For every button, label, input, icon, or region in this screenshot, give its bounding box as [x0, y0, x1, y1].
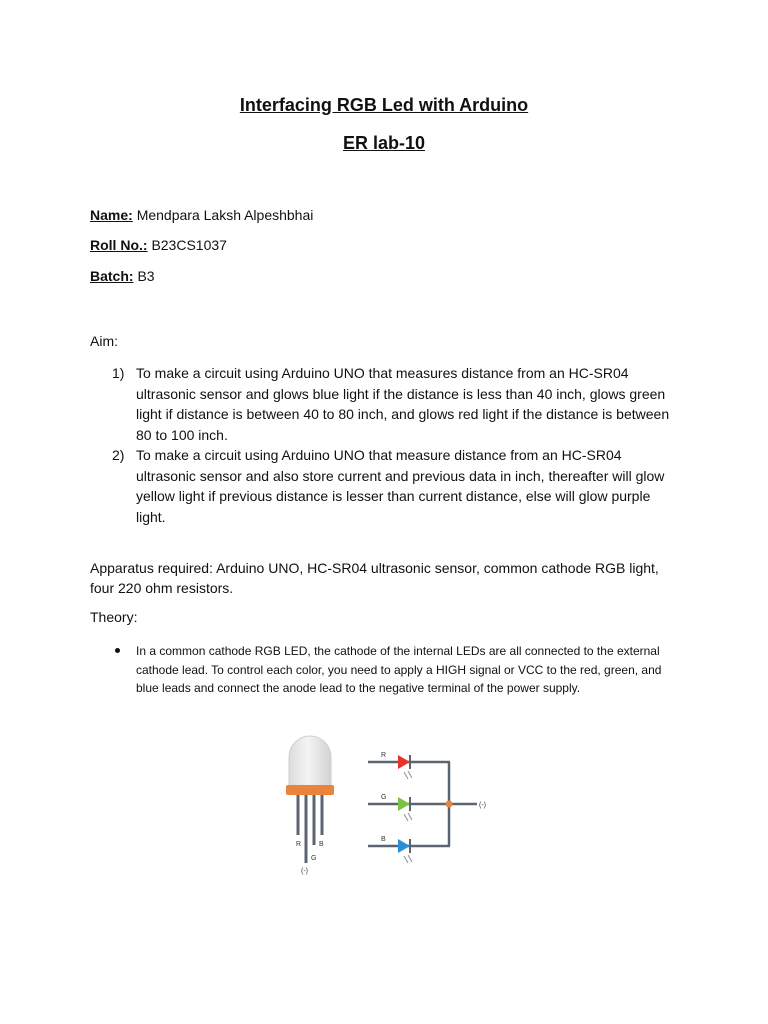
- document-title: Interfacing RGB Led with Arduino: [239, 95, 529, 115]
- led-schematic: [368, 755, 477, 863]
- blue-diode-icon: [398, 839, 412, 863]
- aim-list: [90, 363, 680, 527]
- document-subtitle: ER lab-10: [342, 133, 426, 153]
- aim-item-number: 2): [112, 447, 125, 463]
- batch-label: Batch:: [90, 268, 134, 284]
- aim-heading: Aim:: [90, 333, 118, 349]
- schematic-label-r: R: [381, 752, 387, 759]
- aim-item-text: To make a circuit using Arduino UNO that measure distance from an HC-SR04 ultrasonic sensor and also store current and previous data in inch, thereafter will glow yellow light if previous distance is lesser than current distance, else will glow purple light.: [136, 447, 665, 525]
- aim-item-number: 1): [112, 365, 125, 381]
- schematic-label-b: B: [381, 836, 386, 843]
- lead-label-g: G: [311, 855, 317, 862]
- aim-item: [90, 445, 680, 527]
- lead-label-b: B: [319, 841, 324, 848]
- schematic-label-g: G: [381, 794, 387, 801]
- aim-item: [90, 363, 680, 445]
- roll-value: B23CS1037: [151, 237, 227, 253]
- theory-bullet-text: In a common cathode RGB LED, the cathode of the internal LEDs are all connected to the external cathode lead. To control each color, you need to apply a HIGH signal or VCC to the red, green, and blue leads and connect the anode lead to the negative terminal of the power supply.: [136, 644, 662, 695]
- name-field: [90, 207, 313, 223]
- aim-item-text: To make a circuit using Arduino UNO that measures distance from an HC-SR04 ultrasonic sensor and glows blue light if the distance is less than 40 inch, glows green light if distance is between 40 to 80 inch, and glows red light if the distance is between 80 to 100 inch.: [136, 365, 670, 443]
- rgb-led-diagram-svg: [280, 735, 510, 880]
- apparatus-paragraph: Apparatus required: Arduino UNO, HC-SR04 ultrasonic sensor, common cathode RGB light, four 220 ohm resistors.: [90, 560, 659, 596]
- name-value: Mendpara Laksh Alpeshbhai: [136, 207, 314, 223]
- roll-label: Roll No.:: [90, 237, 148, 253]
- theory-heading: Theory:: [90, 609, 138, 625]
- name-label: Name:: [90, 207, 133, 223]
- lead-label-r: R: [296, 841, 302, 848]
- green-diode-icon: [398, 797, 412, 821]
- bullet-icon: [115, 648, 120, 653]
- rgb-led-diagram: [280, 735, 510, 880]
- batch-field: [90, 268, 155, 284]
- red-diode-icon: [398, 755, 412, 779]
- schematic-label-negative: (-): [479, 802, 486, 809]
- roll-field: [90, 237, 227, 253]
- batch-value: B3: [137, 268, 155, 284]
- led-component-icon: [286, 736, 334, 863]
- lead-label-negative: (-): [301, 868, 308, 875]
